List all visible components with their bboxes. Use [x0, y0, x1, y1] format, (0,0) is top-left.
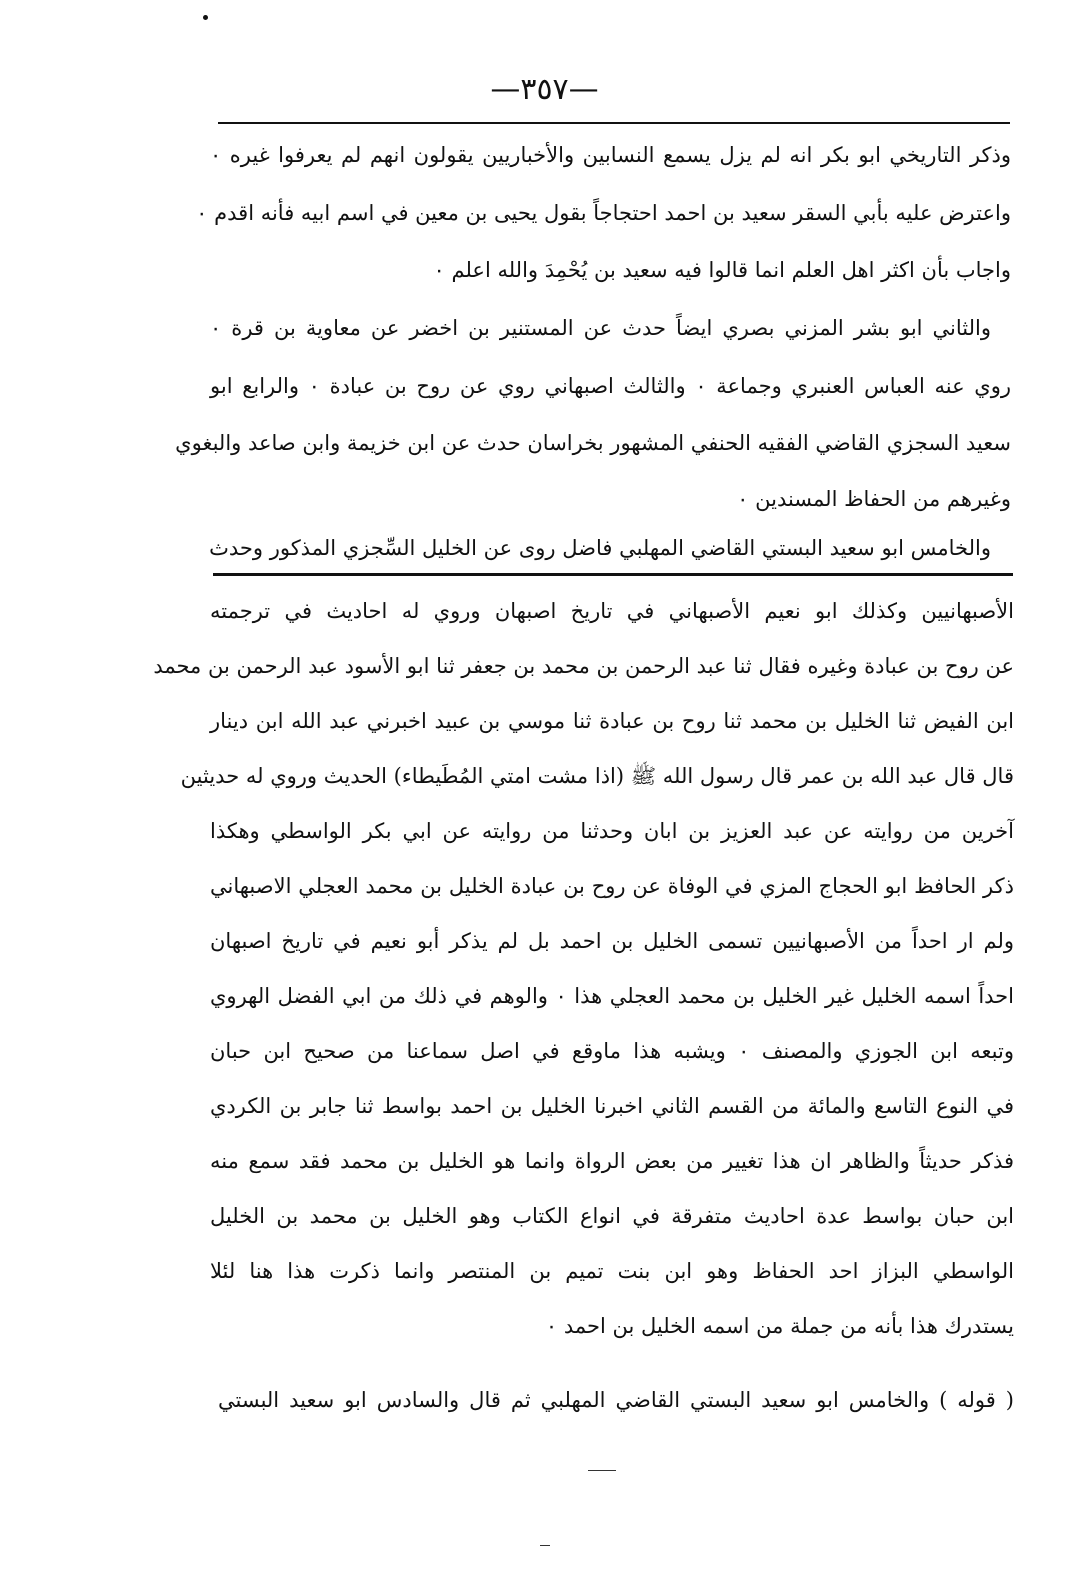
closing-quote-line: ( قوله ) والخامس ابو سعيد البستي القاضي المهلبي ثم قال والسادس ابو سعيد البستي — [218, 1388, 1014, 1412]
commentary-line: روي عنه العباس العنبري وجماعة ٠ والثالث اصبهاني روي عن روح بن عبادة ٠ والرابع ابو — [210, 374, 1012, 398]
notes-text — [153, 596, 1014, 1426]
commentary-line: واجاب بأن اكثر اهل العلم انما قالوا فيه سعيد بن يُحْمِدَ والله اعلم ٠ — [433, 258, 1011, 282]
commentary-line: وذكر التاريخي ابو بكر انه لم يزل يسمع النسابين والأخباريين يقولون انهم لم يعرفوا غيره ٠ — [210, 143, 1011, 167]
commentary-line: سعيد السجزي القاضي الفقيه الحنفي المشهور بخراسان حدث عن ابن خزيمة وابن صاعد والبغوي — [175, 431, 1011, 455]
notes-line: يستدرك هذا بأنه من جملة من اسمه الخليل بن احمد ٠ — [545, 1314, 1014, 1338]
notes-line: احداً اسمه الخليل غير الخليل بن محمد العجلي هذا ٠ والوهم في ذلك من ابي الفضل الهروي — [210, 984, 1014, 1008]
notes-line: قال قال عبد الله بن عمر قال رسول الله ﷺ (اذا مشت امتي المُطَيطاء) الحديث وروي له حديثين — [180, 764, 1014, 788]
commentary-line: وغيرهم من الحفاظ المسندين ٠ — [737, 487, 1011, 511]
commentary-line: والخامس ابو سعيد البستي القاضي المهلبي فاضل روى عن الخليل السِّجزي المذكور وحدث — [209, 536, 991, 560]
notes-line: آخرين من روايته عن عبد العزيز بن ابان وحدثنا من روايته عن ابي بكر الواسطي وهكذا — [210, 819, 1014, 843]
notes-line: ابن حبان بواسط عدة احاديث متفرقة في انواع الكتاب وهو الخليل بن محمد بن الخليل — [210, 1204, 1014, 1228]
section-divider — [213, 573, 1013, 576]
commentary-line: والثاني ابو بشر المزني بصري ايضاً حدث عن المستنير بن اخضر عن معاوية بن قرة ٠ — [210, 316, 991, 340]
commentary-line: واعترض عليه بأبي السقر سعيد بن احمد احتجاجاً بقول يحيى بن معين في اسم ابيه فأنه اقدم ٠ — [196, 201, 1011, 225]
notes-line: ذكر الحافظ ابو الحجاج المزي في الوفاة عن روح بن عبادة الخليل بن محمد العجلي الاصبهاني — [210, 874, 1014, 898]
commentary-text — [175, 135, 1012, 565]
notes-line: في النوع التاسع والمائة من القسم الثاني اخبرنا الخليل بن احمد بواسط ثنا جابر بن الكردي — [210, 1094, 1014, 1118]
notes-line: ابن الفيض ثنا الخليل بن محمد ثنا روح بن عبادة ثنا موسي بن عبيد اخبرني عبد الله ابن دينار — [210, 709, 1014, 733]
ink-speck — [203, 15, 208, 20]
notes-line: الواسطي البزاز احد الحفاظ وهو ابن بنت تميم بن المنتصر وانما ذكرت هذا هنا لئلا — [210, 1259, 1014, 1283]
header-rule — [218, 122, 1010, 124]
notes-line: وتبعه ابن الجوزي والمصنف ٠ ويشبه هذا ماوقع في اصل سماعنا من صحيح ابن حبان — [210, 1039, 1014, 1063]
stray-mark — [588, 1470, 616, 1471]
notes-line: ولم ار احداً من الأصبهانيين تسمى الخليل بن احمد بل لم يذكر أبو نعيم في تاريخ اصبهان — [210, 929, 1014, 953]
stray-mark — [540, 1545, 550, 1546]
notes-line: فذكر حديثاً والظاهر ان هذا تغيير من بعض الرواة وانما هو الخليل بن محمد فقد سمع منه — [210, 1149, 1014, 1173]
notes-line: عن روح بن عبادة وغيره فقال ثنا عبد الرحمن بن محمد بن جعفر ثنا ابو الأسود عبد الرحمن بن محمد — [153, 654, 1014, 678]
page-number: —٣٥٧— — [490, 72, 599, 107]
notes-line: الأصبهانيين وكذلك ابو نعيم الأصبهاني في تاريخ اصبهان وروي له احاديث في ترجمته — [210, 599, 1014, 623]
